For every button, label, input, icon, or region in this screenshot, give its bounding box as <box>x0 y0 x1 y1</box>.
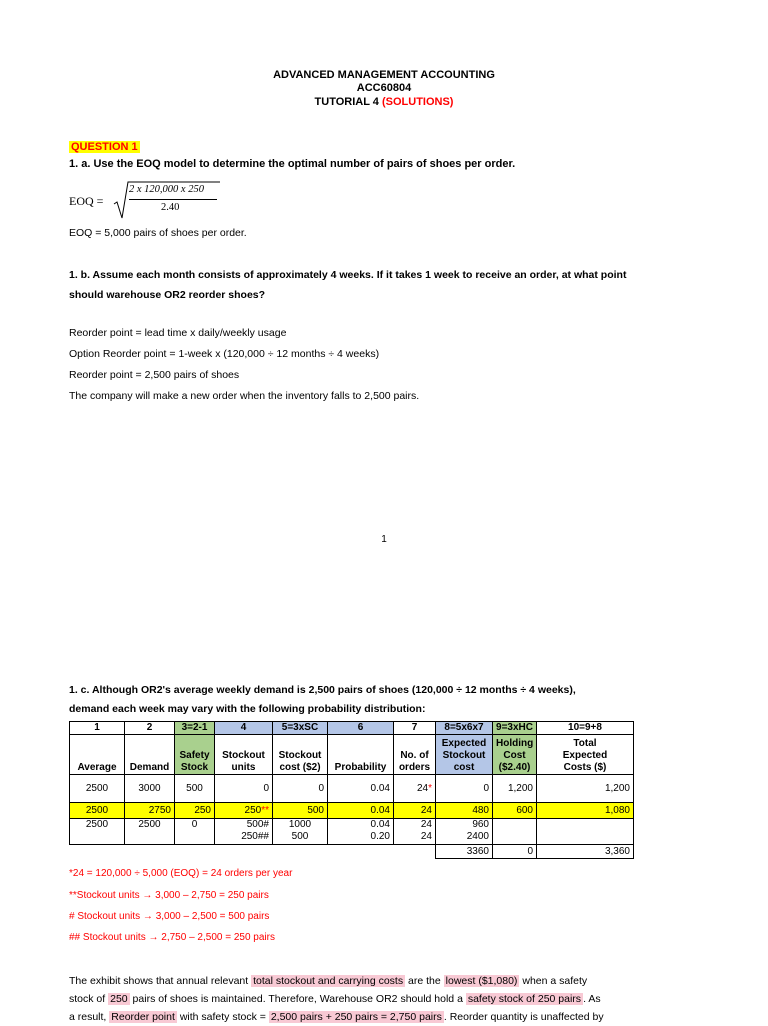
course-code: ACC60804 <box>356 82 412 94</box>
cell-average: 2500 <box>70 819 125 845</box>
col-number: 5=3xSC <box>273 722 328 735</box>
conclusion-line2: stock of 250 pairs of shoes is maintained. Therefore, Warehouse OR2 should hold a safety stock of 250 pairs . As <box>69 993 601 1005</box>
total-expected-stockout: 3360 <box>436 845 493 859</box>
col-number: 1 <box>70 722 125 735</box>
empty-cell <box>125 845 175 859</box>
cell-stockout-cost: 500 <box>273 803 328 819</box>
page-number: 1 <box>381 534 387 545</box>
eoq-formula <box>69 180 269 220</box>
cell-stockout-cost: 0 <box>273 775 328 803</box>
question-heading <box>69 137 140 155</box>
cell-stockout-units: 250** <box>215 803 273 819</box>
cell-total-cost: 1,080 <box>537 803 634 819</box>
eoq-label: EOQ = <box>69 194 104 208</box>
tutorial-label: TUTORIAL 4 <box>314 96 382 108</box>
cell-total-cost: 1,200 <box>537 775 634 803</box>
cell-safety-stock: 500 <box>175 775 215 803</box>
table-row <box>70 775 634 803</box>
reorder-calculation: Option Reorder point = 1-week x (120,000 ÷ 12 months ÷ 4 weeks) <box>69 348 380 360</box>
header-no-of-orders: No. of orders <box>394 735 436 775</box>
empty-cell <box>273 845 328 859</box>
empty-cell <box>175 845 215 859</box>
cell-stockout-units: 0 <box>215 775 273 803</box>
cell-average: 2500 <box>70 803 125 819</box>
header-probability: Probability <box>328 735 394 775</box>
footnote-stockout-250: **Stockout units → 3,000 – 2,750 = 250 pairs <box>69 890 269 901</box>
col-number: 2 <box>125 722 175 735</box>
col-number: 8=5x6x7 <box>436 722 493 735</box>
footnote-orders: *24 = 120,000 ÷ 5,000 (EOQ) = 24 orders per year <box>69 868 293 879</box>
col-number: 9=3xHC <box>493 722 537 735</box>
q1c-prompt-line1: 1. c. Although OR2's average weekly demand is 2,500 pairs of shoes (120,000 ÷ 12 months ÷ 4 weeks), <box>69 684 576 696</box>
table-total-row <box>70 845 634 859</box>
cell-demand: 2750 <box>125 803 175 819</box>
fraction-bar <box>129 199 217 200</box>
col-number: 7 <box>394 722 436 735</box>
header-safety-stock: Safety Stock <box>175 735 215 775</box>
reorder-conclusion: The company will make a new order when the inventory falls to 2,500 pairs. <box>69 390 420 402</box>
footnote-stockout-250b: ## Stockout units → 2,750 – 2,500 = 250 pairs <box>69 932 275 943</box>
column-number-row <box>70 722 634 735</box>
cell-safety-stock: 0 <box>175 819 215 845</box>
table-row-optimal <box>70 803 634 819</box>
cell-stockout-cost: 1000 500 <box>273 819 328 845</box>
cell-total-cost <box>537 819 634 845</box>
reorder-formula: Reorder point = lead time x daily/weekly usage <box>69 327 287 339</box>
reorder-point-result: Reorder point = 2,500 pairs of shoes <box>69 369 240 381</box>
col-number: 10=9+8 <box>537 722 634 735</box>
q1b-prompt-line2: should warehouse OR2 reorder shoes? <box>69 289 266 301</box>
col-number: 3=2-1 <box>175 722 215 735</box>
conclusion-paragraph <box>69 972 709 1026</box>
empty-cell <box>70 845 125 859</box>
conclusion-line1: The exhibit shows that annual relevant total stockout and carrying costs are the lowest ($1,080) when a safety <box>69 975 588 987</box>
tutorial-title <box>0 96 768 108</box>
cell-expected-stockout: 960 2400 <box>436 819 493 845</box>
cell-demand: 2500 <box>125 819 175 845</box>
header-expected-stockout-cost: Expected Stockout cost <box>436 735 493 775</box>
cell-safety-stock: 250 <box>175 803 215 819</box>
cell-expected-stockout: 0 <box>436 775 493 803</box>
cell-demand: 3000 <box>125 775 175 803</box>
table-header-row <box>70 735 634 775</box>
cell-orders: 24* <box>394 775 436 803</box>
document-title: ADVANCED MANAGEMENT ACCOUNTING <box>273 69 495 81</box>
col-number: 6 <box>328 722 394 735</box>
empty-cell <box>215 845 273 859</box>
header-stockout-units: Stockout units <box>215 735 273 775</box>
col-number: 4 <box>215 722 273 735</box>
eoq-denominator: 2.40 <box>161 202 180 213</box>
eoq-numerator: 2 x 120,000 x 250 <box>129 184 204 195</box>
header-stockout-cost: Stockout cost ($2) <box>273 735 328 775</box>
empty-cell <box>394 845 436 859</box>
table-row <box>70 819 634 845</box>
eoq-answer: EOQ = 5,000 pairs of shoes per order. <box>69 227 247 239</box>
q1a-prompt: 1. a. Use the EOQ model to determine the optimal number of pairs of shoes per order. <box>69 158 516 170</box>
question-label: QUESTION 1 <box>71 141 138 153</box>
cell-average: 2500 <box>70 775 125 803</box>
empty-cell <box>328 845 394 859</box>
cell-holding-cost: 1,200 <box>493 775 537 803</box>
header-total-expected-costs: Total Expected Costs ($) <box>537 735 634 775</box>
q1b-prompt-line1: 1. b. Assume each month consists of approximately 4 weeks. If it takes 1 week to receive an order, at what point <box>69 269 627 281</box>
header-holding-cost: Holding Cost ($2.40) <box>493 735 537 775</box>
total-holding-cost: 0 <box>493 845 537 859</box>
q1c-prompt-line2: demand each week may vary with the following probability distribution: <box>69 703 426 715</box>
cell-probability: 0.04 <box>328 803 394 819</box>
cell-stockout-units: 500# 250## <box>215 819 273 845</box>
cell-holding-cost: 600 <box>493 803 537 819</box>
header-average: Average <box>70 735 125 775</box>
cell-orders: 24 <box>394 803 436 819</box>
footnote-stockout-500: # Stockout units → 3,000 – 2,500 = 500 pairs <box>69 911 270 922</box>
probability-table <box>69 721 634 859</box>
cell-expected-stockout: 480 <box>436 803 493 819</box>
header-demand: Demand <box>125 735 175 775</box>
cell-probability: 0.04 <box>328 775 394 803</box>
cell-probability: 0.04 0.20 <box>328 819 394 845</box>
cell-holding-cost <box>493 819 537 845</box>
solutions-label: (SOLUTIONS) <box>381 96 454 108</box>
cell-orders: 24 24 <box>394 819 436 845</box>
conclusion-line3: a result, Reorder point with safety stock = 2,500 pairs + 250 pairs = 2,750 pairs . Reorder quantity is unaffected by <box>69 1011 604 1023</box>
total-expected-cost: 3,360 <box>537 845 634 859</box>
